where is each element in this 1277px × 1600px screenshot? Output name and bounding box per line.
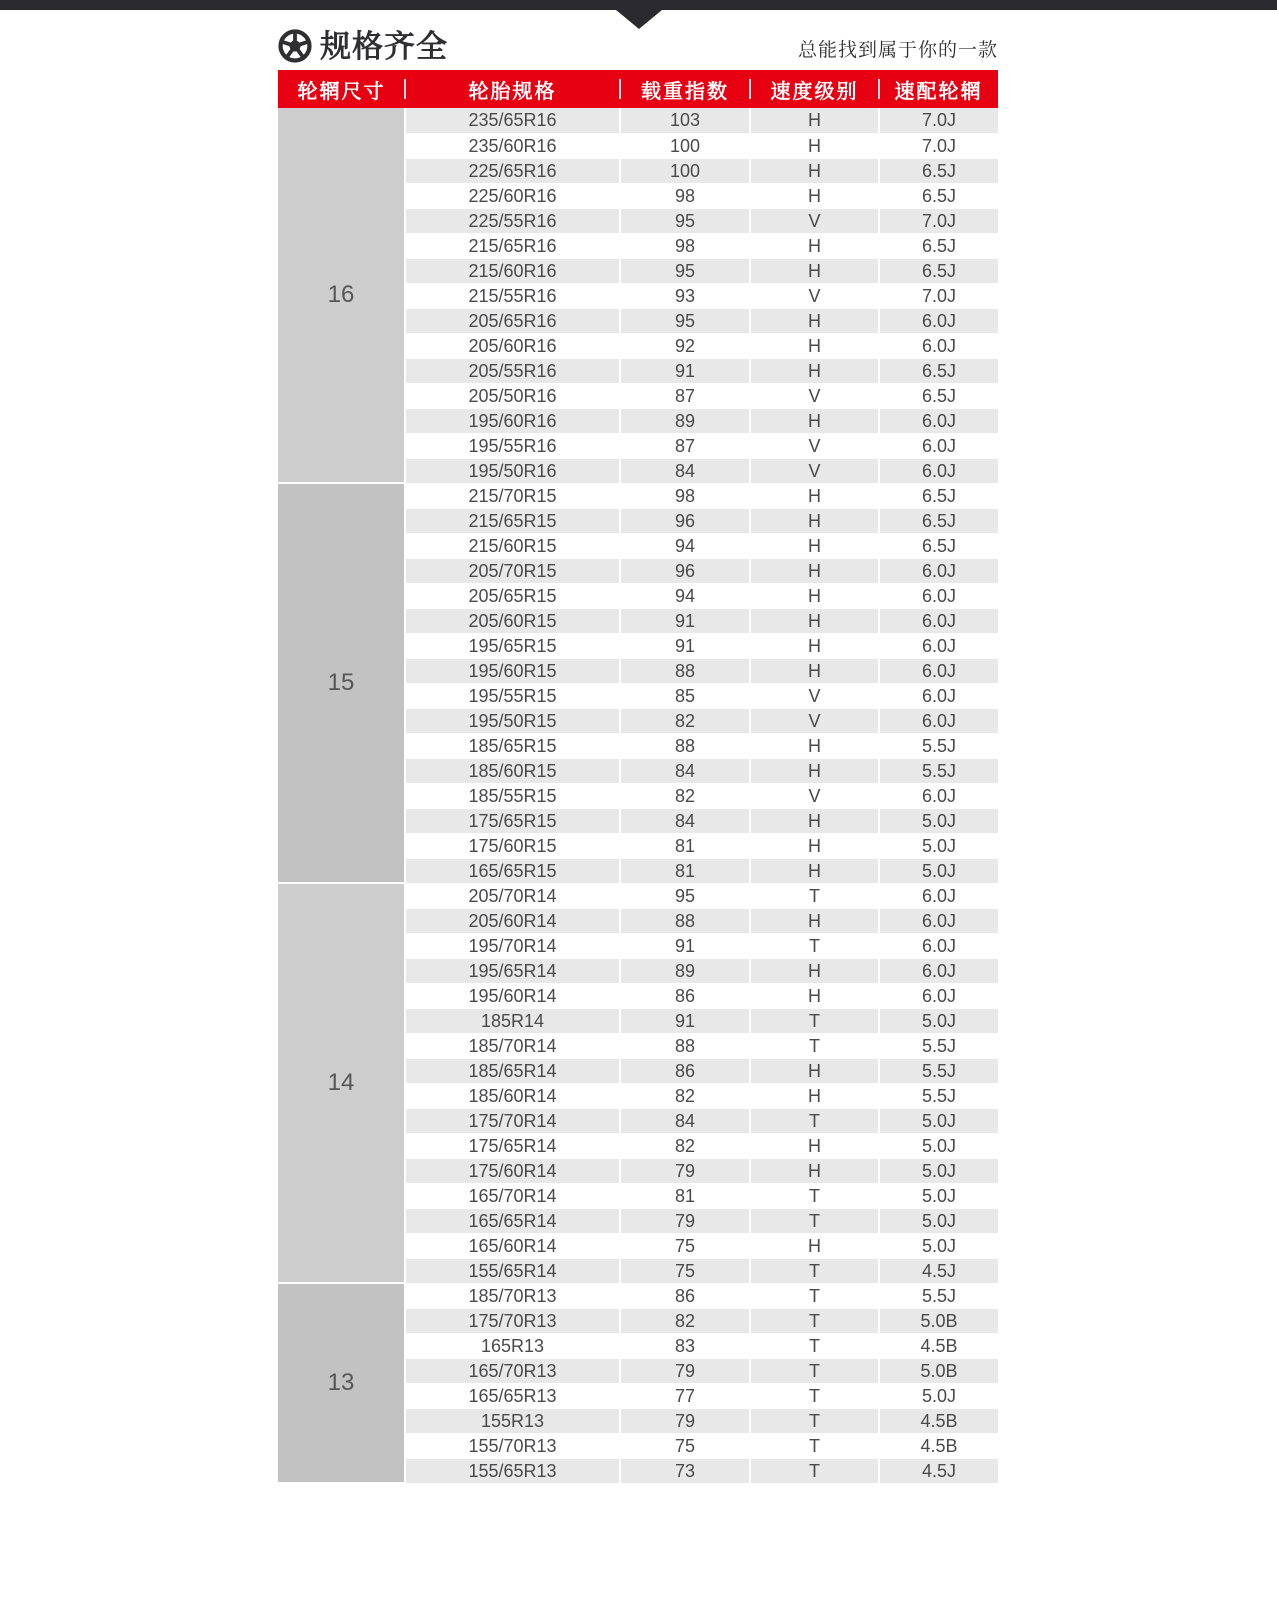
- load-index-cell: 85: [620, 683, 750, 708]
- matching-rim-cell: 4.5B: [879, 1408, 998, 1433]
- load-index-cell: 100: [620, 133, 750, 158]
- matching-rim-cell: 6.0J: [879, 308, 998, 333]
- matching-rim-cell: 6.0J: [879, 983, 998, 1008]
- rim-size-group-cell: 16: [278, 108, 405, 483]
- speed-rating-cell: H: [750, 558, 879, 583]
- load-index-cell: 79: [620, 1408, 750, 1433]
- load-index-cell: 83: [620, 1333, 750, 1358]
- matching-rim-cell: 6.0J: [879, 708, 998, 733]
- matching-rim-cell: 6.0J: [879, 633, 998, 658]
- tire-spec-cell: 195/60R16: [405, 408, 620, 433]
- spec-section: [278, 24, 998, 1484]
- matching-rim-cell: 6.0J: [879, 408, 998, 433]
- tire-spec-cell: 165/65R13: [405, 1383, 620, 1408]
- speed-rating-cell: H: [750, 983, 879, 1008]
- load-index-cell: 92: [620, 333, 750, 358]
- tire-spec-cell: 175/65R14: [405, 1133, 620, 1158]
- section-header: [278, 24, 998, 68]
- column-header-rim-size: 轮辋尺寸: [278, 70, 405, 108]
- matching-rim-cell: 6.0J: [879, 783, 998, 808]
- tire-spec-cell: 205/55R16: [405, 358, 620, 383]
- load-index-cell: 95: [620, 883, 750, 908]
- load-index-cell: 96: [620, 558, 750, 583]
- column-header-matching-rim: 速配轮辋: [879, 70, 998, 108]
- tire-spec-cell: 195/60R14: [405, 983, 620, 1008]
- tire-spec-cell: 195/70R14: [405, 933, 620, 958]
- load-index-cell: 86: [620, 1058, 750, 1083]
- matching-rim-cell: 7.0J: [879, 283, 998, 308]
- tire-spec-cell: 155R13: [405, 1408, 620, 1433]
- load-index-cell: 88: [620, 733, 750, 758]
- speed-rating-cell: V: [750, 783, 879, 808]
- load-index-cell: 84: [620, 758, 750, 783]
- speed-rating-cell: H: [750, 1233, 879, 1258]
- matching-rim-cell: 4.5B: [879, 1433, 998, 1458]
- section-subtitle: 总能找到属于你的一款: [797, 40, 998, 61]
- speed-rating-cell: T: [750, 1308, 879, 1333]
- table-row: [278, 1283, 998, 1308]
- tire-spec-cell: 205/65R15: [405, 583, 620, 608]
- matching-rim-cell: 5.0J: [879, 1208, 998, 1233]
- tire-spec-cell: 165/60R14: [405, 1233, 620, 1258]
- matching-rim-cell: 5.0B: [879, 1308, 998, 1333]
- table-row: [278, 883, 998, 908]
- matching-rim-cell: 5.0J: [879, 1108, 998, 1133]
- speed-rating-cell: H: [750, 908, 879, 933]
- load-index-cell: 89: [620, 408, 750, 433]
- speed-rating-cell: H: [750, 633, 879, 658]
- speed-rating-cell: T: [750, 1408, 879, 1433]
- load-index-cell: 91: [620, 633, 750, 658]
- speed-rating-cell: T: [750, 1383, 879, 1408]
- tire-spec-cell: 165/65R15: [405, 858, 620, 883]
- load-index-cell: 91: [620, 933, 750, 958]
- tire-spec-cell: 195/50R15: [405, 708, 620, 733]
- tire-spec-cell: 155/70R13: [405, 1433, 620, 1458]
- matching-rim-cell: 6.0J: [879, 458, 998, 483]
- load-index-cell: 87: [620, 433, 750, 458]
- matching-rim-cell: 7.0J: [879, 133, 998, 158]
- speed-rating-cell: H: [750, 133, 879, 158]
- load-index-cell: 91: [620, 608, 750, 633]
- matching-rim-cell: 5.0J: [879, 858, 998, 883]
- matching-rim-cell: 7.0J: [879, 108, 998, 133]
- load-index-cell: 100: [620, 158, 750, 183]
- load-index-cell: 79: [620, 1358, 750, 1383]
- tire-spec-cell: 225/65R16: [405, 158, 620, 183]
- speed-rating-cell: T: [750, 1283, 879, 1308]
- tire-spec-cell: 205/65R16: [405, 308, 620, 333]
- speed-rating-cell: V: [750, 683, 879, 708]
- speed-rating-cell: T: [750, 1358, 879, 1383]
- speed-rating-cell: H: [750, 508, 879, 533]
- tire-spec-cell: 195/65R14: [405, 958, 620, 983]
- load-index-cell: 79: [620, 1208, 750, 1233]
- load-index-cell: 87: [620, 383, 750, 408]
- load-index-cell: 75: [620, 1233, 750, 1258]
- load-index-cell: 94: [620, 533, 750, 558]
- matching-rim-cell: 6.5J: [879, 233, 998, 258]
- matching-rim-cell: 5.0J: [879, 1383, 998, 1408]
- load-index-cell: 94: [620, 583, 750, 608]
- tire-spec-cell: 155/65R13: [405, 1458, 620, 1483]
- matching-rim-cell: 6.0J: [879, 658, 998, 683]
- speed-rating-cell: H: [750, 308, 879, 333]
- tire-spec-cell: 235/60R16: [405, 133, 620, 158]
- load-index-cell: 81: [620, 1183, 750, 1208]
- matching-rim-cell: 4.5B: [879, 1333, 998, 1358]
- speed-rating-cell: H: [750, 833, 879, 858]
- speed-rating-cell: T: [750, 1458, 879, 1483]
- tire-spec-cell: 175/65R15: [405, 808, 620, 833]
- matching-rim-cell: 6.0J: [879, 683, 998, 708]
- table-body: [278, 108, 998, 1483]
- column-header-speed-rating: 速度级别: [750, 70, 879, 108]
- load-index-cell: 95: [620, 258, 750, 283]
- load-index-cell: 82: [620, 1083, 750, 1108]
- table-row: [278, 108, 998, 133]
- matching-rim-cell: 5.0J: [879, 1158, 998, 1183]
- speed-rating-cell: T: [750, 1333, 879, 1358]
- load-index-cell: 89: [620, 958, 750, 983]
- load-index-cell: 88: [620, 908, 750, 933]
- matching-rim-cell: 5.5J: [879, 758, 998, 783]
- speed-rating-cell: T: [750, 1208, 879, 1233]
- speed-rating-cell: H: [750, 658, 879, 683]
- speed-rating-cell: H: [750, 733, 879, 758]
- load-index-cell: 84: [620, 458, 750, 483]
- speed-rating-cell: T: [750, 883, 879, 908]
- matching-rim-cell: 6.0J: [879, 608, 998, 633]
- load-index-cell: 98: [620, 483, 750, 508]
- load-index-cell: 95: [620, 308, 750, 333]
- load-index-cell: 81: [620, 833, 750, 858]
- load-index-cell: 88: [620, 658, 750, 683]
- load-index-cell: 98: [620, 233, 750, 258]
- speed-rating-cell: H: [750, 1158, 879, 1183]
- load-index-cell: 82: [620, 708, 750, 733]
- tire-spec-cell: 235/65R16: [405, 108, 620, 133]
- load-index-cell: 91: [620, 358, 750, 383]
- tire-spec-cell: 195/55R15: [405, 683, 620, 708]
- speed-rating-cell: H: [750, 533, 879, 558]
- load-index-cell: 86: [620, 983, 750, 1008]
- speed-rating-cell: H: [750, 358, 879, 383]
- tire-spec-cell: 185/65R15: [405, 733, 620, 758]
- tire-spec-cell: 205/60R15: [405, 608, 620, 633]
- load-index-cell: 88: [620, 1033, 750, 1058]
- tire-spec-cell: 215/60R15: [405, 533, 620, 558]
- speed-rating-cell: T: [750, 1433, 879, 1458]
- tire-spec-cell: 175/60R15: [405, 833, 620, 858]
- tire-spec-cell: 205/50R16: [405, 383, 620, 408]
- load-index-cell: 82: [620, 1133, 750, 1158]
- speed-rating-cell: H: [750, 483, 879, 508]
- load-index-cell: 84: [620, 1108, 750, 1133]
- speed-rating-cell: T: [750, 933, 879, 958]
- tire-spec-cell: 185/70R13: [405, 1283, 620, 1308]
- matching-rim-cell: 4.5J: [879, 1258, 998, 1283]
- tire-spec-cell: 205/60R16: [405, 333, 620, 358]
- speed-rating-cell: T: [750, 1033, 879, 1058]
- speed-rating-cell: H: [750, 108, 879, 133]
- tire-spec-cell: 205/70R14: [405, 883, 620, 908]
- speed-rating-cell: H: [750, 608, 879, 633]
- load-index-cell: 73: [620, 1458, 750, 1483]
- load-index-cell: 84: [620, 808, 750, 833]
- speed-rating-cell: V: [750, 433, 879, 458]
- load-index-cell: 103: [620, 108, 750, 133]
- matching-rim-cell: 6.5J: [879, 383, 998, 408]
- tire-spec-cell: 185/60R15: [405, 758, 620, 783]
- matching-rim-cell: 6.0J: [879, 558, 998, 583]
- speed-rating-cell: V: [750, 383, 879, 408]
- speed-rating-cell: H: [750, 808, 879, 833]
- load-index-cell: 81: [620, 858, 750, 883]
- speed-rating-cell: H: [750, 583, 879, 608]
- tire-spec-cell: 225/60R16: [405, 183, 620, 208]
- speed-rating-cell: V: [750, 458, 879, 483]
- tire-spec-cell: 185/60R14: [405, 1083, 620, 1108]
- tire-spec-cell: 195/50R16: [405, 458, 620, 483]
- matching-rim-cell: 6.0J: [879, 433, 998, 458]
- tire-spec-cell: 165/70R13: [405, 1358, 620, 1383]
- tire-spec-table: [278, 70, 998, 1484]
- speed-rating-cell: H: [750, 958, 879, 983]
- rim-size-group-cell: 15: [278, 483, 405, 883]
- matching-rim-cell: 5.0J: [879, 1233, 998, 1258]
- load-index-cell: 77: [620, 1383, 750, 1408]
- matching-rim-cell: 6.5J: [879, 258, 998, 283]
- tire-spec-cell: 165R13: [405, 1333, 620, 1358]
- speed-rating-cell: H: [750, 408, 879, 433]
- speed-rating-cell: V: [750, 708, 879, 733]
- matching-rim-cell: 6.0J: [879, 883, 998, 908]
- tire-spec-cell: 185/55R15: [405, 783, 620, 808]
- speed-rating-cell: T: [750, 1108, 879, 1133]
- speed-rating-cell: T: [750, 1008, 879, 1033]
- load-index-cell: 95: [620, 208, 750, 233]
- speed-rating-cell: H: [750, 333, 879, 358]
- load-index-cell: 75: [620, 1258, 750, 1283]
- matching-rim-cell: 5.5J: [879, 1083, 998, 1108]
- speed-rating-cell: H: [750, 1133, 879, 1158]
- load-index-cell: 79: [620, 1158, 750, 1183]
- tire-spec-cell: 175/70R14: [405, 1108, 620, 1133]
- table-row: [278, 483, 998, 508]
- tire-spec-cell: 195/65R15: [405, 633, 620, 658]
- matching-rim-cell: 5.0B: [879, 1358, 998, 1383]
- load-index-cell: 82: [620, 1308, 750, 1333]
- load-index-cell: 96: [620, 508, 750, 533]
- load-index-cell: 82: [620, 783, 750, 808]
- matching-rim-cell: 6.5J: [879, 508, 998, 533]
- tire-spec-cell: 185/65R14: [405, 1058, 620, 1083]
- column-header-load-index: 载重指数: [620, 70, 750, 108]
- rim-size-group-cell: 13: [278, 1283, 405, 1483]
- matching-rim-cell: 4.5J: [879, 1458, 998, 1483]
- speed-rating-cell: T: [750, 1258, 879, 1283]
- speed-rating-cell: H: [750, 258, 879, 283]
- tire-spec-cell: 165/65R14: [405, 1208, 620, 1233]
- matching-rim-cell: 6.5J: [879, 533, 998, 558]
- matching-rim-cell: 5.0J: [879, 833, 998, 858]
- matching-rim-cell: 5.0J: [879, 1008, 998, 1033]
- matching-rim-cell: 5.5J: [879, 733, 998, 758]
- load-index-cell: 91: [620, 1008, 750, 1033]
- table-header-row: [278, 70, 998, 108]
- matching-rim-cell: 6.0J: [879, 933, 998, 958]
- tire-spec-cell: 175/70R13: [405, 1308, 620, 1333]
- load-index-cell: 75: [620, 1433, 750, 1458]
- tire-spec-cell: 175/60R14: [405, 1158, 620, 1183]
- tire-spec-cell: 215/60R16: [405, 258, 620, 283]
- matching-rim-cell: 6.5J: [879, 158, 998, 183]
- matching-rim-cell: 6.0J: [879, 958, 998, 983]
- matching-rim-cell: 5.5J: [879, 1033, 998, 1058]
- speed-rating-cell: V: [750, 208, 879, 233]
- speed-rating-cell: H: [750, 858, 879, 883]
- speed-rating-cell: V: [750, 283, 879, 308]
- matching-rim-cell: 6.0J: [879, 908, 998, 933]
- matching-rim-cell: 6.0J: [879, 333, 998, 358]
- tire-spec-cell: 225/55R16: [405, 208, 620, 233]
- page-title: 规格齐全: [320, 28, 448, 64]
- speed-rating-cell: H: [750, 158, 879, 183]
- matching-rim-cell: 5.0J: [879, 1183, 998, 1208]
- matching-rim-cell: 5.0J: [879, 808, 998, 833]
- tire-spec-cell: 205/70R15: [405, 558, 620, 583]
- matching-rim-cell: 7.0J: [879, 208, 998, 233]
- matching-rim-cell: 6.0J: [879, 583, 998, 608]
- speed-rating-cell: H: [750, 183, 879, 208]
- matching-rim-cell: 5.5J: [879, 1058, 998, 1083]
- tire-spec-cell: 195/60R15: [405, 658, 620, 683]
- speed-rating-cell: H: [750, 758, 879, 783]
- matching-rim-cell: 5.0J: [879, 1133, 998, 1158]
- rim-size-group-cell: 14: [278, 883, 405, 1283]
- speed-rating-cell: H: [750, 1083, 879, 1108]
- matching-rim-cell: 6.5J: [879, 483, 998, 508]
- speed-rating-cell: H: [750, 233, 879, 258]
- column-header-tire-spec: 轮胎规格: [405, 70, 620, 108]
- load-index-cell: 98: [620, 183, 750, 208]
- tire-spec-cell: 195/55R16: [405, 433, 620, 458]
- speed-rating-cell: T: [750, 1183, 879, 1208]
- table-header: [278, 70, 998, 108]
- tire-spec-cell: 185/70R14: [405, 1033, 620, 1058]
- tire-spec-cell: 155/65R14: [405, 1258, 620, 1283]
- top-bar: [0, 0, 1277, 10]
- tire-spec-cell: 215/65R15: [405, 508, 620, 533]
- speed-rating-cell: H: [750, 1058, 879, 1083]
- tire-spec-cell: 215/55R16: [405, 283, 620, 308]
- load-index-cell: 93: [620, 283, 750, 308]
- matching-rim-cell: 5.5J: [879, 1283, 998, 1308]
- tire-spec-cell: 215/70R15: [405, 483, 620, 508]
- tire-spec-cell: 215/65R16: [405, 233, 620, 258]
- wheel-icon: [278, 29, 312, 63]
- tire-spec-cell: 205/60R14: [405, 908, 620, 933]
- tire-spec-cell: 185R14: [405, 1008, 620, 1033]
- tire-spec-cell: 165/70R14: [405, 1183, 620, 1208]
- matching-rim-cell: 6.5J: [879, 358, 998, 383]
- load-index-cell: 86: [620, 1283, 750, 1308]
- matching-rim-cell: 6.5J: [879, 183, 998, 208]
